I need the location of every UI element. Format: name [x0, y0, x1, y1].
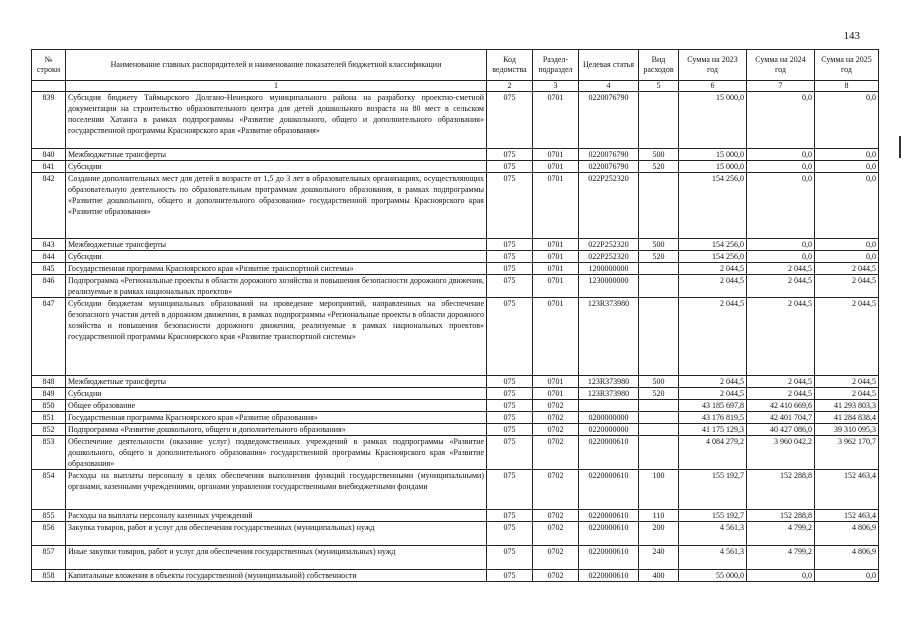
row-sum-2025: 41 284 838,4 [815, 412, 879, 424]
row-ved: 075 [487, 436, 533, 470]
row-razd: 0702 [533, 510, 579, 522]
row-name: Межбюджетные трансферты [66, 149, 487, 161]
row-vr: 520 [639, 161, 679, 173]
row-number: 840 [32, 149, 66, 161]
row-sum-2025: 2 044,5 [815, 263, 879, 275]
row-ved: 075 [487, 470, 533, 510]
header-num-2: 1 [66, 81, 487, 92]
table-row [32, 275, 879, 298]
row-cs: 0220000610 [579, 570, 639, 582]
row-ved: 075 [487, 173, 533, 239]
row-name: Субсидии [66, 388, 487, 400]
row-sum-2025: 41 293 803,3 [815, 400, 879, 412]
row-sum-2023: 154 256,0 [679, 173, 747, 239]
row-ved: 075 [487, 376, 533, 388]
row-razd: 0702 [533, 546, 579, 570]
header-cs: Целевая статья [579, 50, 639, 81]
row-vr [639, 92, 679, 149]
row-razd: 0702 [533, 412, 579, 424]
row-vr: 110 [639, 510, 679, 522]
row-name: Государственная программа Красноярского края «Развитие транспортной системы» [66, 263, 487, 275]
row-number: 845 [32, 263, 66, 275]
row-name: Иные закупки товаров, работ и услуг для обеспечения государственных (муниципальных) нужд [66, 546, 487, 570]
row-sum-2023: 15 000,0 [679, 149, 747, 161]
table-row [32, 400, 879, 412]
row-cs: 0220000610 [579, 436, 639, 470]
row-razd: 0702 [533, 570, 579, 582]
row-cs: 022P252320 [579, 251, 639, 263]
row-number: 856 [32, 522, 66, 546]
row-sum-2023: 4 561,3 [679, 522, 747, 546]
row-cs: 022P252320 [579, 173, 639, 239]
table-row [32, 570, 879, 582]
header-num-9: 8 [815, 81, 879, 92]
row-sum-2024: 2 044,5 [747, 275, 815, 298]
header-ved: Код ведомства [487, 50, 533, 81]
table-row [32, 173, 879, 239]
row-sum-2023: 155 192,7 [679, 470, 747, 510]
table-row [32, 388, 879, 400]
row-sum-2025: 0,0 [815, 149, 879, 161]
row-number: 852 [32, 424, 66, 436]
row-sum-2025: 0,0 [815, 570, 879, 582]
header-2023: Сумма на 2023 год [679, 50, 747, 81]
row-sum-2023: 43 185 697,8 [679, 400, 747, 412]
table-row [32, 263, 879, 275]
row-name: Субсидии [66, 251, 487, 263]
header-name: Наименование главных распорядителей и наименование показателей бюджетной классификации [66, 50, 487, 81]
table-row [32, 470, 879, 510]
row-cs: 0220000610 [579, 522, 639, 546]
row-razd: 0701 [533, 275, 579, 298]
row-vr [639, 275, 679, 298]
row-ved: 075 [487, 510, 533, 522]
table-row [32, 510, 879, 522]
row-vr [639, 436, 679, 470]
row-sum-2023: 43 176 819,5 [679, 412, 747, 424]
row-vr [639, 173, 679, 239]
table-row [32, 298, 879, 376]
row-vr: 520 [639, 251, 679, 263]
row-ved: 075 [487, 263, 533, 275]
row-razd: 0702 [533, 400, 579, 412]
row-razd: 0702 [533, 522, 579, 546]
row-name: Подпрограмма «Региональные проекты в области дорожного хозяйства и повышения безопасности дорожного движения, реализуемые в рамках национальных проектов» [66, 275, 487, 298]
row-name: Общее образование [66, 400, 487, 412]
margin-mark [899, 136, 901, 158]
table-row [32, 376, 879, 388]
header-num: № строки [32, 50, 66, 81]
row-ved: 075 [487, 275, 533, 298]
row-razd: 0702 [533, 424, 579, 436]
header-num-8: 7 [747, 81, 815, 92]
row-sum-2023: 154 256,0 [679, 251, 747, 263]
row-razd: 0701 [533, 251, 579, 263]
row-sum-2024: 2 044,5 [747, 376, 815, 388]
row-sum-2024: 0,0 [747, 173, 815, 239]
header-2024: Сумма на 2024 год [747, 50, 815, 81]
row-cs: 123R373980 [579, 388, 639, 400]
row-sum-2024: 0,0 [747, 92, 815, 149]
row-sum-2023: 2 044,5 [679, 388, 747, 400]
row-razd: 0702 [533, 470, 579, 510]
table-row [32, 522, 879, 546]
row-number: 847 [32, 298, 66, 376]
row-name: Создание дополнительных мест для детей в возрасте от 1,5 до 3 лет в образовательных организациях, осуществляющих образовательную деятельность по образовательным программам дошкольного образования, в рамках подпрограммы «Развитие дошкольного, общего и дополнительного образования» государственной программы Красноярского края «Развитие образования» [66, 173, 487, 239]
row-number: 854 [32, 470, 66, 510]
row-cs: 1230000000 [579, 275, 639, 298]
row-ved: 075 [487, 239, 533, 251]
table-row [32, 149, 879, 161]
row-cs: 0220076790 [579, 92, 639, 149]
row-razd: 0701 [533, 173, 579, 239]
row-sum-2025: 4 806,9 [815, 546, 879, 570]
row-vr: 240 [639, 546, 679, 570]
budget-table [31, 49, 879, 582]
row-sum-2023: 4 084 279,2 [679, 436, 747, 470]
row-vr [639, 263, 679, 275]
row-cs: 123R373980 [579, 376, 639, 388]
row-sum-2024: 3 960 042,2 [747, 436, 815, 470]
row-name: Расходы на выплаты персоналу в целях обеспечения выполнения функций государственными (муниципальными) органами, казенными учреждениями, органами управления государственными внебюджетными фондами [66, 470, 487, 510]
row-sum-2024: 4 799,2 [747, 522, 815, 546]
row-sum-2024: 42 401 704,7 [747, 412, 815, 424]
row-sum-2025: 152 463,4 [815, 470, 879, 510]
row-number: 839 [32, 92, 66, 149]
row-sum-2024: 2 044,5 [747, 263, 815, 275]
row-name: Субсидии бюджетам муниципальных образований на проведение мероприятий, направленных на обеспечение безопасного участия детей в дорожном движении, в рамках подпрограммы «Региональные проекты в области дорожного хозяйства и повышения безопасности дорожного движения, реализуемые в рамках национальных проектов» государственной программы Красноярского края «Развитие транспортной системы» [66, 298, 487, 376]
row-cs: 0220000610 [579, 546, 639, 570]
row-sum-2024: 0,0 [747, 251, 815, 263]
header-num-5: 4 [579, 81, 639, 92]
row-sum-2024: 40 427 086,0 [747, 424, 815, 436]
row-ved: 075 [487, 412, 533, 424]
row-sum-2024: 152 288,8 [747, 510, 815, 522]
row-number: 848 [32, 376, 66, 388]
row-cs: 123R373980 [579, 298, 639, 376]
row-razd: 0701 [533, 388, 579, 400]
row-sum-2023: 154 256,0 [679, 239, 747, 251]
header-num-3: 2 [487, 81, 533, 92]
row-name: Капитальные вложения в объекты государственной (муниципальной) собственности [66, 570, 487, 582]
header-row [32, 50, 879, 81]
row-ved: 075 [487, 298, 533, 376]
row-sum-2024: 0,0 [747, 161, 815, 173]
row-sum-2023: 55 000,0 [679, 570, 747, 582]
row-razd: 0701 [533, 92, 579, 149]
row-vr [639, 298, 679, 376]
row-sum-2025: 0,0 [815, 239, 879, 251]
row-number: 841 [32, 161, 66, 173]
row-sum-2025: 2 044,5 [815, 376, 879, 388]
row-sum-2024: 0,0 [747, 149, 815, 161]
row-number: 843 [32, 239, 66, 251]
row-number: 846 [32, 275, 66, 298]
row-ved: 075 [487, 424, 533, 436]
header-vr: Вид расходов [639, 50, 679, 81]
row-ved: 075 [487, 92, 533, 149]
row-name: Субсидии [66, 161, 487, 173]
table-row [32, 161, 879, 173]
row-sum-2023: 41 175 129,3 [679, 424, 747, 436]
row-cs: 0220000000 [579, 424, 639, 436]
row-sum-2023: 2 044,5 [679, 275, 747, 298]
row-number: 844 [32, 251, 66, 263]
header-num-7: 6 [679, 81, 747, 92]
row-number: 850 [32, 400, 66, 412]
row-sum-2024: 2 044,5 [747, 388, 815, 400]
row-cs: 0220000610 [579, 470, 639, 510]
page-number: 143 [843, 30, 860, 42]
row-cs [579, 400, 639, 412]
row-cs: 022P252320 [579, 239, 639, 251]
table-row [32, 412, 879, 424]
row-name: Расходы на выплаты персоналу казенных учреждений [66, 510, 487, 522]
row-vr: 520 [639, 388, 679, 400]
row-number: 857 [32, 546, 66, 570]
row-sum-2024: 152 288,8 [747, 470, 815, 510]
row-razd: 0701 [533, 298, 579, 376]
row-name: Субсидия бюджету Таймырского Долгано-Ненецкого муниципального района на разработку проектно-сметной документации на строительство образовательного центра для детей дошкольного возраста на 80 мест в сельском поселении Хатанга в рамках подпрограммы «Развитие дошкольного, общего и дополнительного образования» государственной программы Красноярского края «Развитие образования» [66, 92, 487, 149]
table-row [32, 251, 879, 263]
row-ved: 075 [487, 400, 533, 412]
row-vr: 100 [639, 470, 679, 510]
table-row [32, 436, 879, 470]
row-sum-2025: 3 962 170,7 [815, 436, 879, 470]
row-cs: 1200000000 [579, 263, 639, 275]
row-razd: 0701 [533, 376, 579, 388]
row-ved: 075 [487, 161, 533, 173]
row-name: Закупка товаров, работ и услуг для обеспечения государственных (муниципальных) нужд [66, 522, 487, 546]
row-ved: 075 [487, 546, 533, 570]
row-sum-2023: 2 044,5 [679, 298, 747, 376]
row-sum-2025: 0,0 [815, 92, 879, 149]
row-sum-2025: 0,0 [815, 173, 879, 239]
row-sum-2024: 42 410 669,6 [747, 400, 815, 412]
row-sum-2025: 2 044,5 [815, 275, 879, 298]
row-sum-2024: 2 044,5 [747, 298, 815, 376]
row-razd: 0701 [533, 263, 579, 275]
header-razd: Раздел-подраздел [533, 50, 579, 81]
table-row [32, 239, 879, 251]
row-sum-2025: 2 044,5 [815, 388, 879, 400]
row-sum-2025: 0,0 [815, 161, 879, 173]
row-sum-2025: 0,0 [815, 251, 879, 263]
row-vr: 200 [639, 522, 679, 546]
row-sum-2023: 2 044,5 [679, 263, 747, 275]
row-vr: 500 [639, 376, 679, 388]
row-razd: 0701 [533, 239, 579, 251]
row-sum-2025: 4 806,9 [815, 522, 879, 546]
row-sum-2023: 2 044,5 [679, 376, 747, 388]
row-sum-2025: 39 310 095,3 [815, 424, 879, 436]
row-sum-2023: 4 561,3 [679, 546, 747, 570]
row-vr [639, 424, 679, 436]
table-row [32, 424, 879, 436]
row-sum-2023: 15 000,0 [679, 92, 747, 149]
row-vr: 500 [639, 149, 679, 161]
header-numbers-row [32, 81, 879, 92]
table-row [32, 92, 879, 149]
row-sum-2024: 0,0 [747, 570, 815, 582]
row-sum-2024: 4 799,2 [747, 546, 815, 570]
row-sum-2025: 2 044,5 [815, 298, 879, 376]
row-sum-2024: 0,0 [747, 239, 815, 251]
row-number: 855 [32, 510, 66, 522]
row-razd: 0701 [533, 149, 579, 161]
row-ved: 075 [487, 149, 533, 161]
row-number: 858 [32, 570, 66, 582]
header-num-6: 5 [639, 81, 679, 92]
row-number: 842 [32, 173, 66, 239]
row-number: 851 [32, 412, 66, 424]
row-cs: 0200000000 [579, 412, 639, 424]
row-razd: 0702 [533, 436, 579, 470]
row-cs: 0220000610 [579, 510, 639, 522]
row-ved: 075 [487, 570, 533, 582]
header-num-4: 3 [533, 81, 579, 92]
row-cs: 0220076790 [579, 161, 639, 173]
row-vr: 400 [639, 570, 679, 582]
table-row [32, 546, 879, 570]
row-vr [639, 400, 679, 412]
row-ved: 075 [487, 522, 533, 546]
row-name: Межбюджетные трансферты [66, 239, 487, 251]
row-ved: 075 [487, 388, 533, 400]
row-razd: 0701 [533, 161, 579, 173]
row-number: 853 [32, 436, 66, 470]
row-cs: 0220076790 [579, 149, 639, 161]
row-sum-2023: 15 000,0 [679, 161, 747, 173]
header-2025: Сумма на 2025 год [815, 50, 879, 81]
row-name: Обеспечение деятельности (оказание услуг) подведомственных учреждений в рамках подпрограммы «Развитие дошкольного, общего и дополнительного образования» государственной программы Красноярского края «Развитие образования» [66, 436, 487, 470]
row-name: Межбюджетные трансферты [66, 376, 487, 388]
header-num-1 [32, 81, 66, 92]
row-name: Государственная программа Красноярского края «Развитие образования» [66, 412, 487, 424]
row-vr [639, 412, 679, 424]
row-sum-2023: 155 192,7 [679, 510, 747, 522]
row-ved: 075 [487, 251, 533, 263]
row-sum-2025: 152 463,4 [815, 510, 879, 522]
row-vr: 500 [639, 239, 679, 251]
row-name: Подпрограмма «Развитие дошкольного, общего и дополнительного образования» [66, 424, 487, 436]
row-number: 849 [32, 388, 66, 400]
